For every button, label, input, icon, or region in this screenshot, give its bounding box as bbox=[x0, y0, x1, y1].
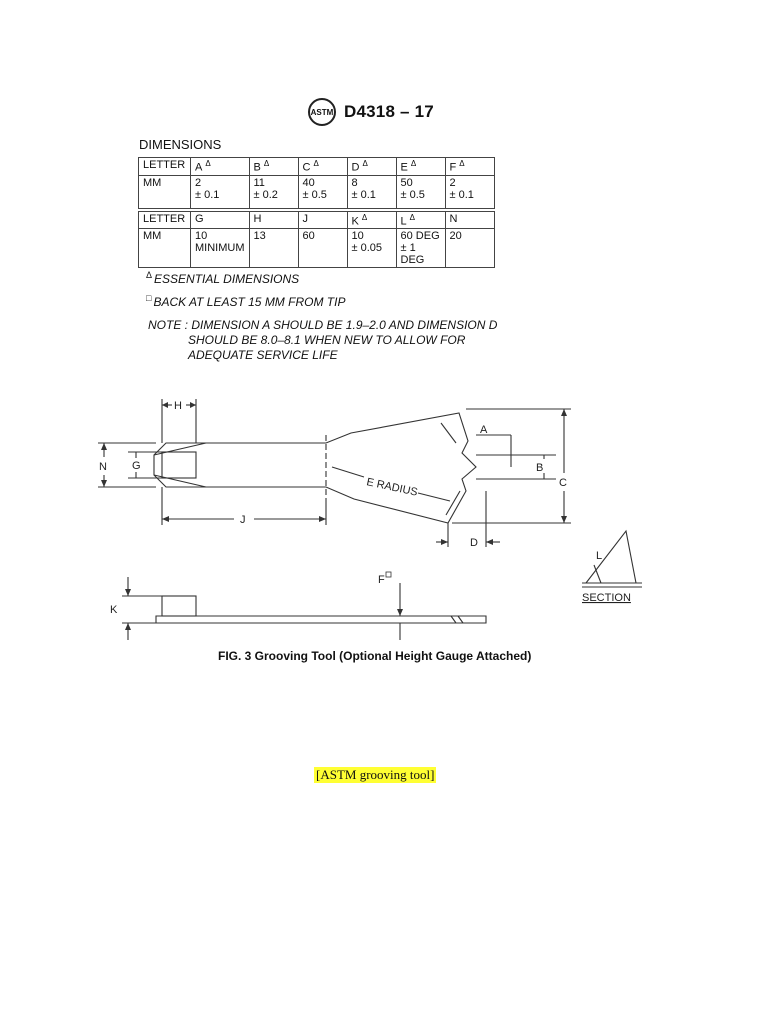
document-header bbox=[308, 96, 434, 128]
label-f: F bbox=[378, 574, 385, 586]
table-cell: L $^\Delta$ bbox=[396, 210, 445, 229]
back-note: □ BACK AT LEAST 15 MM FROM TIP bbox=[146, 293, 346, 309]
table-cell: 2 ± 0.1 bbox=[445, 175, 494, 210]
label-j: J bbox=[240, 514, 246, 526]
table-cell: H bbox=[249, 210, 298, 229]
table-cell: C $^\Delta$ bbox=[298, 158, 347, 176]
label-c: C bbox=[559, 477, 567, 489]
table-cell: 10 ± 0.05 bbox=[347, 229, 396, 268]
table-cell: 11 ± 0.2 bbox=[249, 175, 298, 210]
document-number: D4318 – 17 bbox=[344, 102, 434, 121]
table-cell: MM bbox=[139, 175, 191, 210]
dimension-note: NOTE : DIMENSION A SHOULD BE 1.9–2.0 AND DIMENSION D SHOULD BE 8.0–8.1 WHEN NEW TO ALLOW FOR ADEQUATE SERVICE LIFE bbox=[148, 318, 498, 362]
essential-symbol: Δ bbox=[361, 212, 368, 222]
label-d: D bbox=[470, 537, 478, 549]
table-cell: B $^\Delta$ bbox=[249, 158, 298, 176]
essential-symbol: Δ bbox=[263, 159, 270, 168]
table-cell: 60 DEG ± 1 DEG bbox=[396, 229, 445, 268]
essential-dimensions-note: $^\Delta$ ESSENTIAL DIMENSIONS bbox=[146, 270, 300, 286]
table-cell: F $^\Delta$ bbox=[445, 158, 494, 176]
table-cell: 40 ± 0.5 bbox=[298, 175, 347, 210]
label-section: SECTION bbox=[582, 592, 631, 604]
table-cell: 50 ± 0.5 bbox=[396, 175, 445, 210]
grooving-tool-drawing bbox=[96, 395, 656, 640]
table-cell: E $^\Delta$ bbox=[396, 158, 445, 176]
table-cell: N bbox=[445, 210, 494, 229]
label-n: N bbox=[99, 461, 107, 473]
label-e-radius: E RADIUS bbox=[365, 476, 419, 499]
table-cell: J bbox=[298, 210, 347, 229]
label-l: L bbox=[596, 550, 603, 562]
table-cell: 10 MINIMUM bbox=[191, 229, 250, 268]
dimensions-heading: DIMENSIONS bbox=[139, 137, 222, 152]
table-cell: 60 bbox=[298, 229, 347, 268]
table-cell: A $^\Delta$ bbox=[191, 158, 250, 176]
table-cell: K $^\Delta$ bbox=[347, 210, 396, 229]
label-a: A bbox=[480, 424, 488, 436]
table-cell: 20 bbox=[445, 229, 494, 268]
back-mark-icon bbox=[386, 572, 391, 577]
table-row bbox=[139, 175, 495, 210]
label-g: G bbox=[132, 460, 141, 472]
table-cell: 8 ± 0.1 bbox=[347, 175, 396, 210]
table-cell: 2 ± 0.1 bbox=[191, 175, 250, 210]
table-row bbox=[139, 229, 495, 268]
essential-symbol: Δ bbox=[313, 159, 319, 168]
table-cell: LETTER bbox=[139, 210, 191, 229]
table-row bbox=[139, 210, 495, 229]
logo-text: ASTM bbox=[310, 107, 334, 117]
essential-symbol: Δ bbox=[410, 159, 417, 168]
astm-logo bbox=[308, 98, 336, 126]
table-row bbox=[139, 158, 495, 176]
label-k: K bbox=[110, 604, 118, 616]
figure-caption: FIG. 3 Grooving Tool (Optional Height Gauge Attached) bbox=[218, 649, 532, 663]
essential-symbol: Δ bbox=[459, 159, 465, 168]
image-label: [ASTM grooving tool] bbox=[316, 767, 435, 782]
label-b: B bbox=[536, 462, 544, 474]
essential-symbol: Δ bbox=[205, 159, 211, 168]
label-h: H bbox=[174, 400, 182, 412]
essential-symbol: Δ bbox=[409, 212, 415, 222]
table-cell: LETTER bbox=[139, 158, 191, 176]
dimensions-table bbox=[138, 157, 495, 268]
essential-symbol: Δ bbox=[362, 159, 368, 168]
table-cell: 13 bbox=[249, 229, 298, 268]
table-cell: MM bbox=[139, 229, 191, 268]
table-cell: D $^\Delta$ bbox=[347, 158, 396, 176]
table-cell: G bbox=[191, 210, 250, 229]
